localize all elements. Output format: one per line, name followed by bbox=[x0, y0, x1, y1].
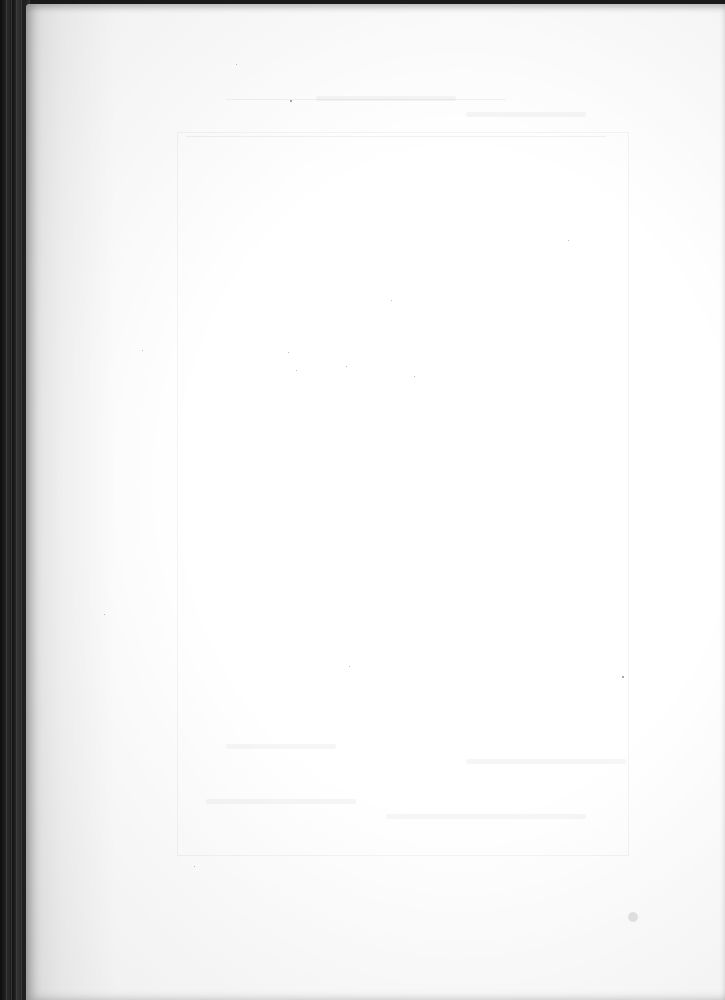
show-through-text bbox=[466, 112, 586, 117]
dust-speck bbox=[288, 352, 289, 353]
show-through-text bbox=[466, 759, 626, 764]
dust-speck bbox=[414, 376, 415, 377]
dust-speck bbox=[194, 866, 195, 867]
gutter-shadow bbox=[26, 4, 116, 1000]
dust-speck bbox=[568, 240, 569, 241]
show-through-text bbox=[316, 96, 456, 101]
page-edge-line bbox=[21, 0, 22, 1000]
page-edge-line bbox=[16, 0, 17, 1000]
show-through-text bbox=[386, 814, 586, 819]
dust-speck bbox=[290, 100, 292, 102]
dust-speck bbox=[142, 350, 143, 351]
paper-page bbox=[26, 4, 725, 1000]
page-edge-line bbox=[6, 0, 7, 1000]
dust-speck bbox=[296, 370, 297, 371]
page-edge-line bbox=[11, 0, 12, 1000]
dust-speck bbox=[391, 300, 392, 301]
dust-speck bbox=[236, 64, 237, 65]
dust-speck bbox=[622, 676, 624, 678]
dust-speck bbox=[104, 614, 105, 615]
show-through-line bbox=[186, 136, 606, 137]
show-through-text bbox=[206, 799, 356, 804]
dust-speck bbox=[346, 366, 347, 367]
paper-blemish bbox=[628, 912, 638, 922]
dust-speck bbox=[349, 666, 350, 667]
show-through-text bbox=[226, 744, 336, 749]
